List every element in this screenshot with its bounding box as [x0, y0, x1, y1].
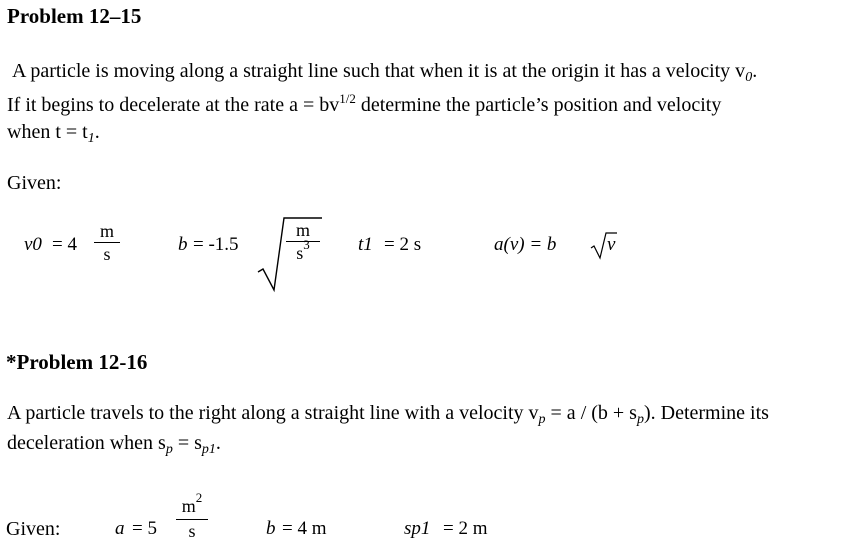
p2-line2a: deceleration when s	[7, 432, 166, 454]
p1-b-unit-den	[286, 237, 320, 265]
p1-line2a: If it begins to decelerate at the rate a = bv	[7, 94, 340, 116]
p2-line2-end: .	[215, 432, 221, 454]
p1-v0-value: = 4	[52, 234, 77, 255]
p1-line2b: determine the particle’s position and velocity	[355, 94, 722, 116]
p1-b-unit-num: m	[295, 220, 310, 240]
p2-a-value: = 5	[132, 518, 157, 539]
p2-line1-sub2: p	[636, 412, 644, 427]
p1-v0-symbol: v0	[24, 234, 42, 255]
p1-v0-unit-bar	[94, 242, 120, 243]
p2-sp1-value: = 2 m	[443, 518, 488, 539]
p2-b-symbol: b	[266, 518, 276, 539]
p1-line2-sup: 1/2	[339, 91, 356, 106]
p1-t1-value: = 2 s	[384, 234, 422, 255]
p2-line2-sub2: p1	[201, 442, 216, 457]
p1-text-line-3	[7, 121, 100, 144]
p2-b-value: = 4 m	[282, 518, 327, 539]
p2-a-unit-num	[176, 490, 208, 518]
p2-text-line-2	[7, 432, 221, 455]
p2-line2-sub1: p	[165, 442, 173, 457]
p2-a-unit-num-base: m	[181, 496, 196, 516]
p2-sp1-symbol: sp1	[404, 518, 431, 539]
p1-v0-unit-den: s	[103, 244, 111, 264]
p1-line1-sub: 0	[745, 70, 753, 85]
p2-a-symbol: a	[115, 518, 125, 539]
p2-a-unit-den: s	[188, 521, 196, 541]
p1-line3a: when t = t	[7, 121, 88, 143]
p1-b-unit-fraction	[286, 220, 320, 265]
p2-a-unit-bar	[176, 519, 208, 520]
p2-line1c: ). Determine its	[643, 402, 769, 424]
p1-line1-end: .	[752, 60, 758, 82]
p1-b-unit-den-exp: 3	[303, 237, 310, 252]
p1-line3-sub: 1	[87, 131, 95, 146]
p2-line1-sub1: p	[538, 412, 546, 427]
p1-a-radicand: v	[607, 234, 616, 255]
p1-b-symbol: b	[178, 234, 188, 255]
p1-t1-symbol: t1	[358, 234, 373, 255]
p1-b-value: = -1.5	[193, 234, 239, 255]
p2-line1b: = a / (b + s	[545, 402, 637, 424]
problem-12-15-title: Problem 12–15	[7, 4, 142, 28]
p1-a-expression: a(v) = b	[494, 234, 557, 255]
p2-a-unit-num-exp: 2	[195, 490, 203, 505]
p1-given-label: Given:	[7, 172, 62, 194]
p1-line3-end: .	[94, 121, 100, 143]
p1-v0-unit-num: m	[99, 221, 114, 241]
p2-a-unit-fraction	[176, 490, 208, 541]
p1-v0-unit-fraction	[94, 221, 120, 264]
p1-text-line-2	[7, 91, 722, 117]
problem-12-16-title: *Problem 12-16	[6, 350, 148, 374]
p2-line2b: = s	[172, 432, 202, 454]
p1-line1-text: A particle is moving along a straight line such that when it is at the origin it has a velocity v	[12, 60, 746, 82]
p2-line1a: A particle travels to the right along a straight line with a velocity v	[7, 402, 539, 424]
p1-b-unit-den-base: s	[296, 243, 304, 263]
p1-text-line-1	[12, 60, 757, 83]
p2-text-line-1	[7, 402, 769, 425]
p2-given-label: Given:	[6, 518, 61, 540]
